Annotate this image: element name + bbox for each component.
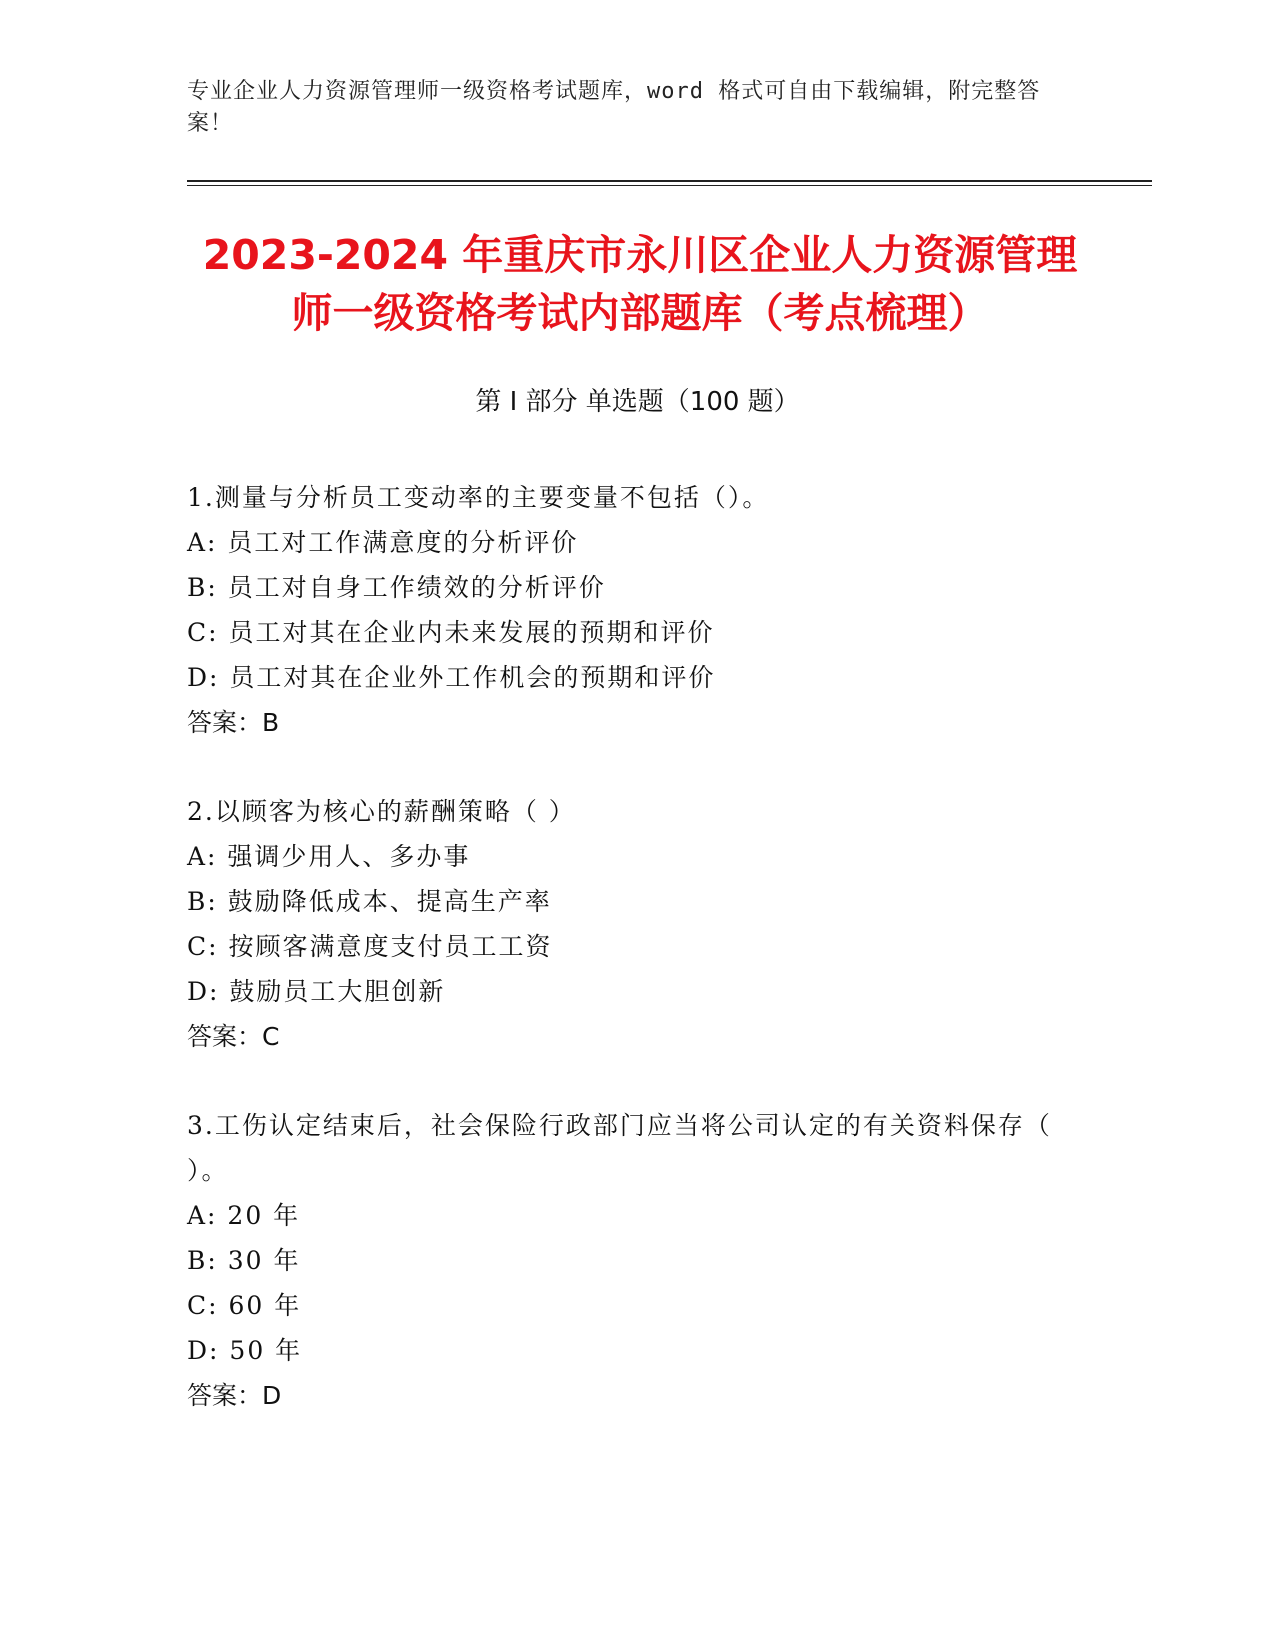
- question-1: [187, 475, 1067, 745]
- question-list: [187, 475, 1067, 1462]
- header-note: 专业企业人力资源管理师一级资格考试题库，word 格式可自由下载编辑，附完整答案！: [187, 79, 1041, 136]
- option-a: A: 强调少用人、多办事: [187, 842, 471, 871]
- option-c: C: 60 年: [187, 1291, 302, 1320]
- document-title: 2023-2024 年重庆市永川区企业人力资源管理师一级资格考试内部题库（考点梳理）: [202, 231, 1078, 337]
- answer: 答案：C: [187, 1022, 280, 1051]
- option-a: A: 20 年: [187, 1201, 301, 1230]
- header-divider: [187, 180, 1152, 182]
- question-stem: 2.以顾客为核心的薪酬策略（ ）: [187, 797, 576, 826]
- header-divider-thin: [187, 185, 1152, 186]
- answer: 答案：B: [187, 708, 280, 737]
- question-stem: 3.工伤认定结束后，社会保险行政部门应当将公司认定的有关资料保存（ ）。: [187, 1111, 1052, 1185]
- question-3: [187, 1103, 1067, 1418]
- option-d: D: 50 年: [187, 1336, 303, 1365]
- option-c: C: 按顾客满意度支付员工工资: [187, 932, 553, 961]
- option-c: C: 员工对其在企业内未来发展的预期和评价: [187, 618, 715, 647]
- option-d: D: 员工对其在企业外工作机会的预期和评价: [187, 663, 716, 692]
- answer: 答案：D: [187, 1381, 282, 1410]
- option-b: B: 员工对自身工作绩效的分析评价: [187, 573, 606, 602]
- option-a: A: 员工对工作满意度的分析评价: [187, 528, 579, 557]
- option-d: D: 鼓励员工大胆创新: [187, 977, 446, 1006]
- question-2: [187, 789, 1067, 1059]
- question-stem: 1.测量与分析员工变动率的主要变量不包括（）。: [187, 483, 770, 512]
- option-b: B: 鼓励降低成本、提高生产率: [187, 887, 552, 916]
- section-heading: 第 I 部分 单选题（100 题）: [475, 387, 800, 417]
- option-b: B: 30 年: [187, 1246, 301, 1275]
